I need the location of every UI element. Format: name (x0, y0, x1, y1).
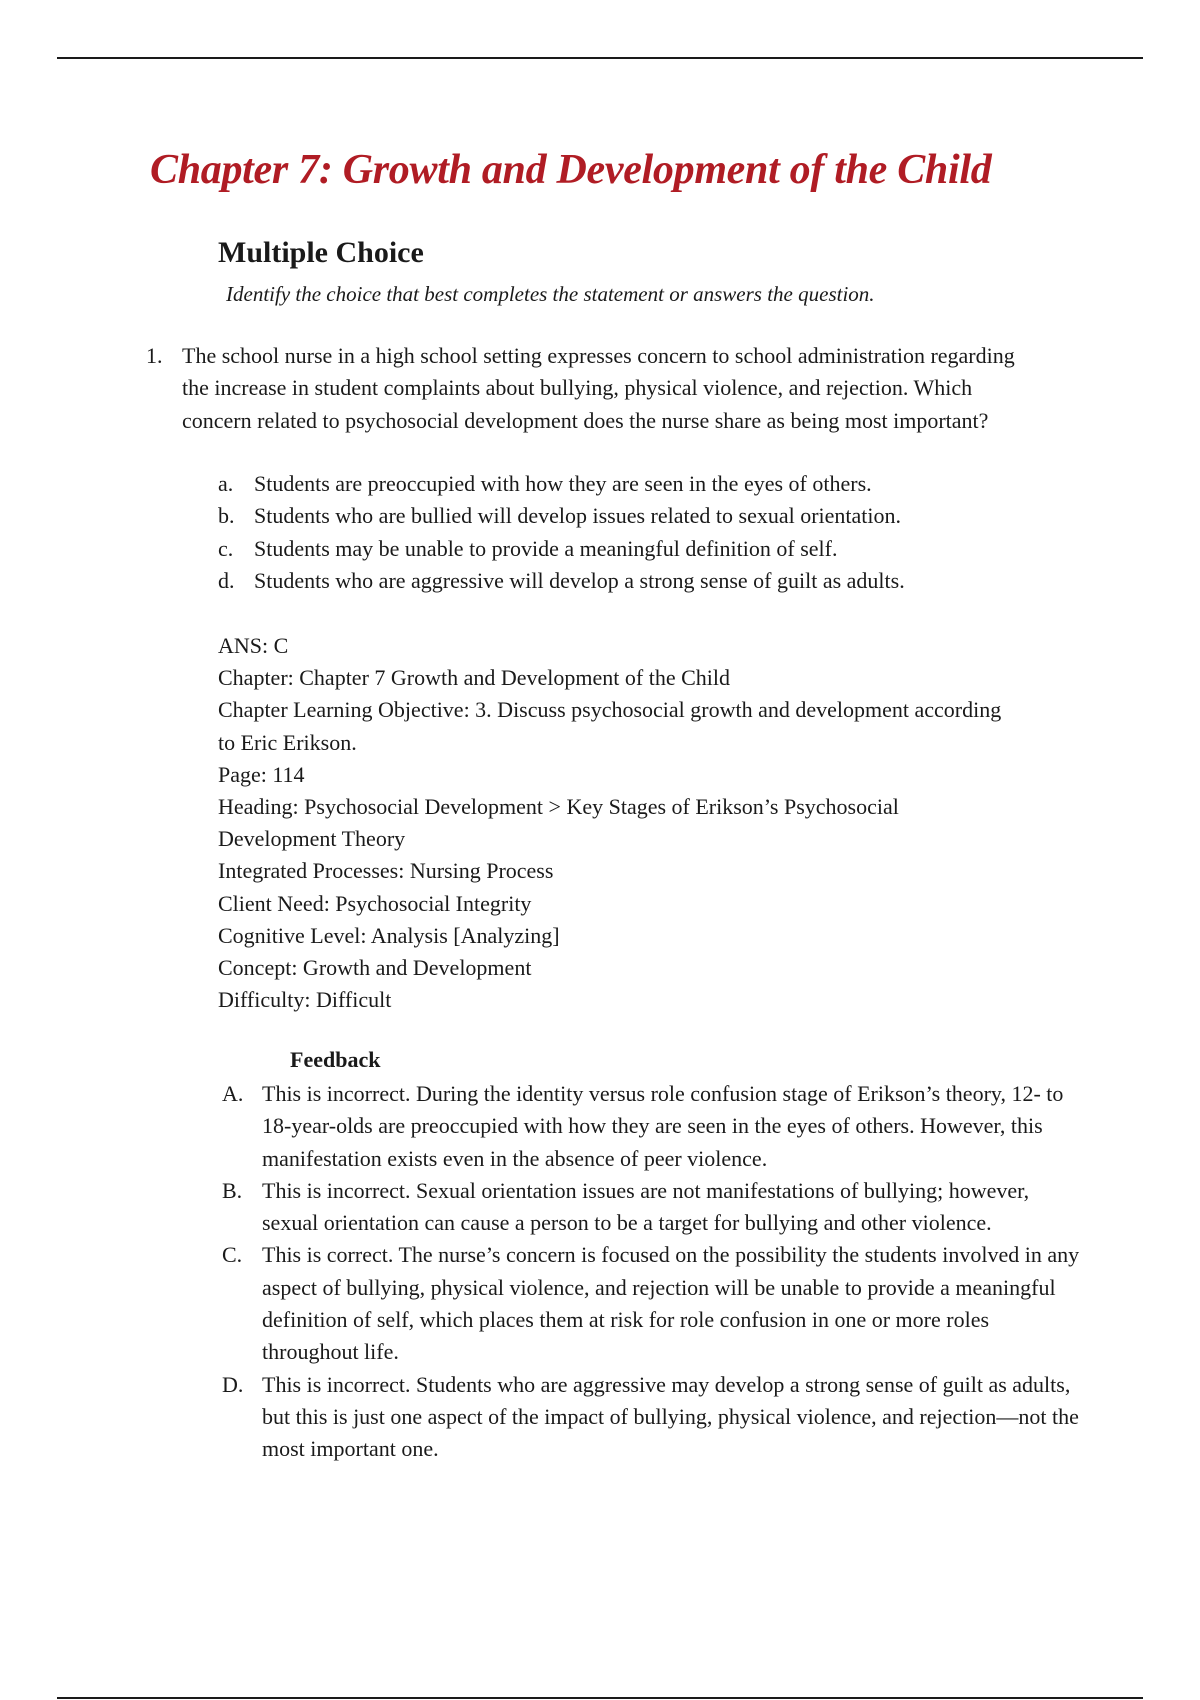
meta-chapter: Chapter: Chapter 7 Growth and Development of the Child (218, 665, 730, 691)
bottom-rule (57, 1697, 1143, 1699)
choice-c (218, 533, 1018, 565)
meta-cognitive-level: Cognitive Level: Analysis [Analyzing] (218, 922, 560, 948)
section-title: Multiple Choice (218, 236, 424, 269)
feedback-letter: D. (222, 1371, 244, 1397)
page-title: Chapter 7: Growth and Development of the Child (150, 147, 992, 193)
meta-page: Page: 114 (218, 761, 305, 787)
top-rule (57, 57, 1143, 59)
feedback-list (222, 1078, 1082, 1466)
feedback-item-c (222, 1239, 1082, 1368)
choice-letter: a. (218, 471, 234, 496)
choice-letter: c. (218, 535, 234, 561)
question (146, 340, 1026, 437)
answer-key: ANS: C (218, 633, 289, 658)
choice-b (218, 500, 1018, 532)
answer-choices (218, 468, 1018, 597)
feedback-title: Feedback (290, 1047, 381, 1072)
question-row (146, 340, 1026, 437)
meta-difficulty: Difficulty: Difficult (218, 987, 392, 1013)
feedback-text: This is incorrect. During the identity versus role confusion stage of Erikson’s theory, 12- to 18-year-olds are preoccupied with how they are seen in the eyes of others. However, this manifestation exists even in the absence of peer violence. (262, 1081, 1064, 1171)
question-number: 1. (146, 343, 163, 368)
meta-concept: Concept: Growth and Development (218, 955, 532, 981)
feedback-text: This is incorrect. Students who are aggressive may develop a strong sense of guilt as adults, but this is just one aspect of the impact of bullying, physical violence, and rejection—not the most important one. (262, 1371, 1079, 1462)
feedback-item-a (222, 1078, 1082, 1175)
feedback-item-d (222, 1369, 1082, 1466)
question-stem: The school nurse in a high school setting expresses concern to school administration regarding the increase in student complaints about bullying, physical violence, and rejection. Which concern related to psychosocial development does the nurse share as being most important? (182, 343, 1015, 433)
choice-text: Students who are bullied will develop issues related to sexual orientation. (254, 503, 902, 529)
instructions: Identify the choice that best completes the statement or answers the question. (226, 282, 875, 306)
feedback-text: This is correct. The nurse’s concern is focused on the possibility the students involved in any aspect of bullying, physical violence, and rejection will be unable to provide a meaningful definition of self, which places them at risk for role confusion in one or more roles throughout life. (262, 1242, 1080, 1365)
feedback-item-b (222, 1175, 1082, 1240)
meta-objective: Chapter Learning Objective: 3. Discuss psychosocial growth and development according to Eric Erikson. (218, 697, 1002, 755)
feedback-text: This is incorrect. Sexual orientation issues are not manifestations of bullying; however, sexual orientation can cause a person to be a target for bullying and other violence. (262, 1177, 1030, 1236)
feedback-letter: B. (222, 1177, 243, 1203)
question-metadata (218, 630, 1018, 1016)
feedback-letter: A. (222, 1081, 244, 1106)
choice-d (218, 565, 1018, 597)
meta-heading: Heading: Psychosocial Development > Key Stages of Erikson’s Psychosocial Development Theory (218, 794, 899, 852)
choice-letter: b. (218, 503, 235, 529)
choice-text: Students may be unable to provide a meaningful definition of self. (254, 535, 838, 561)
choice-letter: d. (218, 567, 235, 593)
choice-text: Students are preoccupied with how they are seen in the eyes of others. (254, 471, 872, 496)
meta-client-need: Client Need: Psychosocial Integrity (218, 890, 532, 916)
choice-text: Students who are aggressive will develop a strong sense of guilt as adults. (254, 567, 905, 593)
choice-a (218, 468, 1018, 500)
feedback-letter: C. (222, 1242, 243, 1268)
meta-processes: Integrated Processes: Nursing Process (218, 858, 554, 884)
